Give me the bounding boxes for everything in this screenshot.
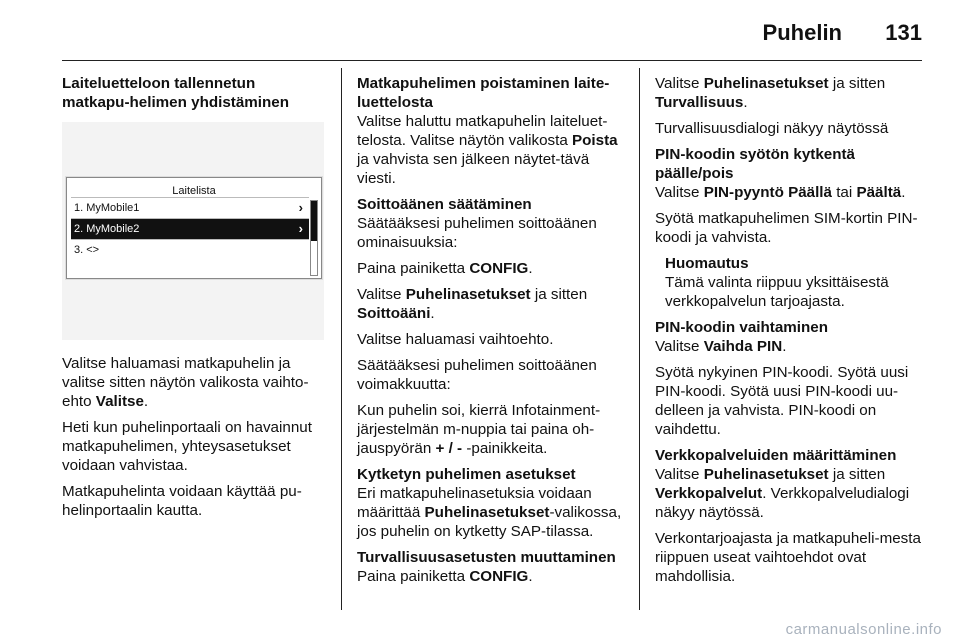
note-box [665, 254, 923, 311]
paragraph: Valitse haluamasi vaihtoehto. [357, 331, 554, 348]
column-divider [639, 68, 640, 610]
page-header [0, 0, 960, 62]
paragraph: Eri matkapuhelinasetuksia voidaan määrittää Puhelinasetukset-valikossa, jos puhelin on kytketty SAP-tilassa. [357, 485, 622, 540]
device-list-screen [66, 177, 322, 279]
paragraph: Verkontarjoajasta ja matkapuheli-mesta riippuen useat vaihtoehdot ovat mahdollisia. [655, 530, 921, 585]
paragraph: Säätääksesi puhelimen soittoäänen voimakkuutta: [357, 357, 597, 393]
section-heading: Turvallisuusasetusten muuttaminen [357, 549, 616, 566]
device-list-item-selected[interactable] [71, 218, 309, 239]
section-heading: Verkkopalveluiden määrittäminen [655, 447, 897, 464]
paragraph: Heti kun puhelinportaali on havainnut matkapuhelimen, yhteysasetukset voidaan vahvistaa. [62, 419, 312, 474]
device-label: 2. MyMobile2 [74, 223, 140, 235]
device-label: 3. <> [74, 244, 100, 256]
section-heading: PIN-koodin vaihtaminen [655, 319, 828, 336]
paragraph: Valitse Puhelinasetukset ja sitten Verkkopalvelut. Verkkopalveludialogi näkyy näytössä. [655, 466, 910, 521]
paragraph: Kun puhelin soi, kierrä Infotainment-järjestelmän m-nuppia tai paina oh-jauspyörän + / - -painikkeita. [357, 402, 601, 457]
screen-title: Laitelista [172, 185, 216, 197]
paragraph: Valitse Puhelinasetukset ja sitten Soittoääni. [357, 286, 588, 322]
paragraph: Valitse PIN-pyyntö Päällä tai Päältä. [655, 184, 906, 201]
chevron-right-icon: › [298, 200, 303, 215]
section-heading: Soittoäänen säätäminen [357, 196, 532, 213]
page-title: Puhelin [762, 20, 842, 45]
device-label: 1. MyMobile1 [74, 202, 140, 214]
section-heading: PIN-koodin syötön kytkentä päälle/pois [655, 146, 855, 182]
column-3 [655, 74, 923, 593]
paragraph: Säätääksesi puhelimen soittoäänen ominaisuuksia: [357, 215, 597, 251]
page-number: 131 [885, 20, 922, 45]
device-list-figure [62, 122, 324, 340]
section-heading: Laiteluetteloon tallennetun matkapu-helimen yhdistäminen [62, 75, 290, 111]
device-list-item[interactable] [71, 197, 309, 218]
column-divider [341, 68, 342, 610]
paragraph: Turvallisuusdialogi näkyy näytössä [655, 120, 889, 137]
scrollbar-thumb[interactable] [311, 201, 317, 241]
paragraph: Valitse Vaihda PIN. [655, 338, 787, 355]
device-list-item[interactable] [71, 239, 309, 260]
note-text: Tämä valinta riippuu yksittäisestä verkkopalvelun tarjoajasta. [665, 274, 889, 310]
knob-icon: m [443, 421, 456, 438]
paragraph: Valitse haluttu matkapuhelin laiteluet-telosta. Valitse näytön valikosta Poista ja vahvista sen jälkeen näytet-tävä viesti. [357, 113, 618, 187]
header-rule [62, 60, 922, 61]
note-title: Huomautus [665, 255, 749, 272]
paragraph: Syötä matkapuhelimen SIM-kortin PIN-koodi ja vahvista. [655, 210, 918, 246]
chevron-right-icon: › [298, 221, 303, 236]
paragraph: Paina painiketta CONFIG. [357, 568, 533, 585]
paragraph: Paina painiketta CONFIG. [357, 260, 533, 277]
section-heading: Kytketyn puhelimen asetukset [357, 466, 576, 483]
paragraph: Valitse haluamasi matkapuhelin ja valitse sitten näytön valikosta vaihto-ehto Valitse. [62, 355, 309, 410]
paragraph: Valitse Puhelinasetukset ja sitten Turvallisuus. [655, 75, 886, 111]
column-1 [62, 74, 324, 527]
watermark[interactable]: carmanualsonline.info [785, 621, 942, 638]
column-2 [357, 74, 625, 593]
scrollbar[interactable] [310, 200, 318, 276]
paragraph: Syötä nykyinen PIN-koodi. Syötä uusi PIN-koodi. Syötä uusi PIN-koodi uu-delleen ja vahvista. PIN-koodi on vaihdettu. [655, 364, 909, 438]
section-heading: Matkapuhelimen poistaminen laite-luettelosta [357, 75, 610, 111]
paragraph: Matkapuhelinta voidaan käyttää pu-helinportaalin kautta. [62, 483, 302, 519]
